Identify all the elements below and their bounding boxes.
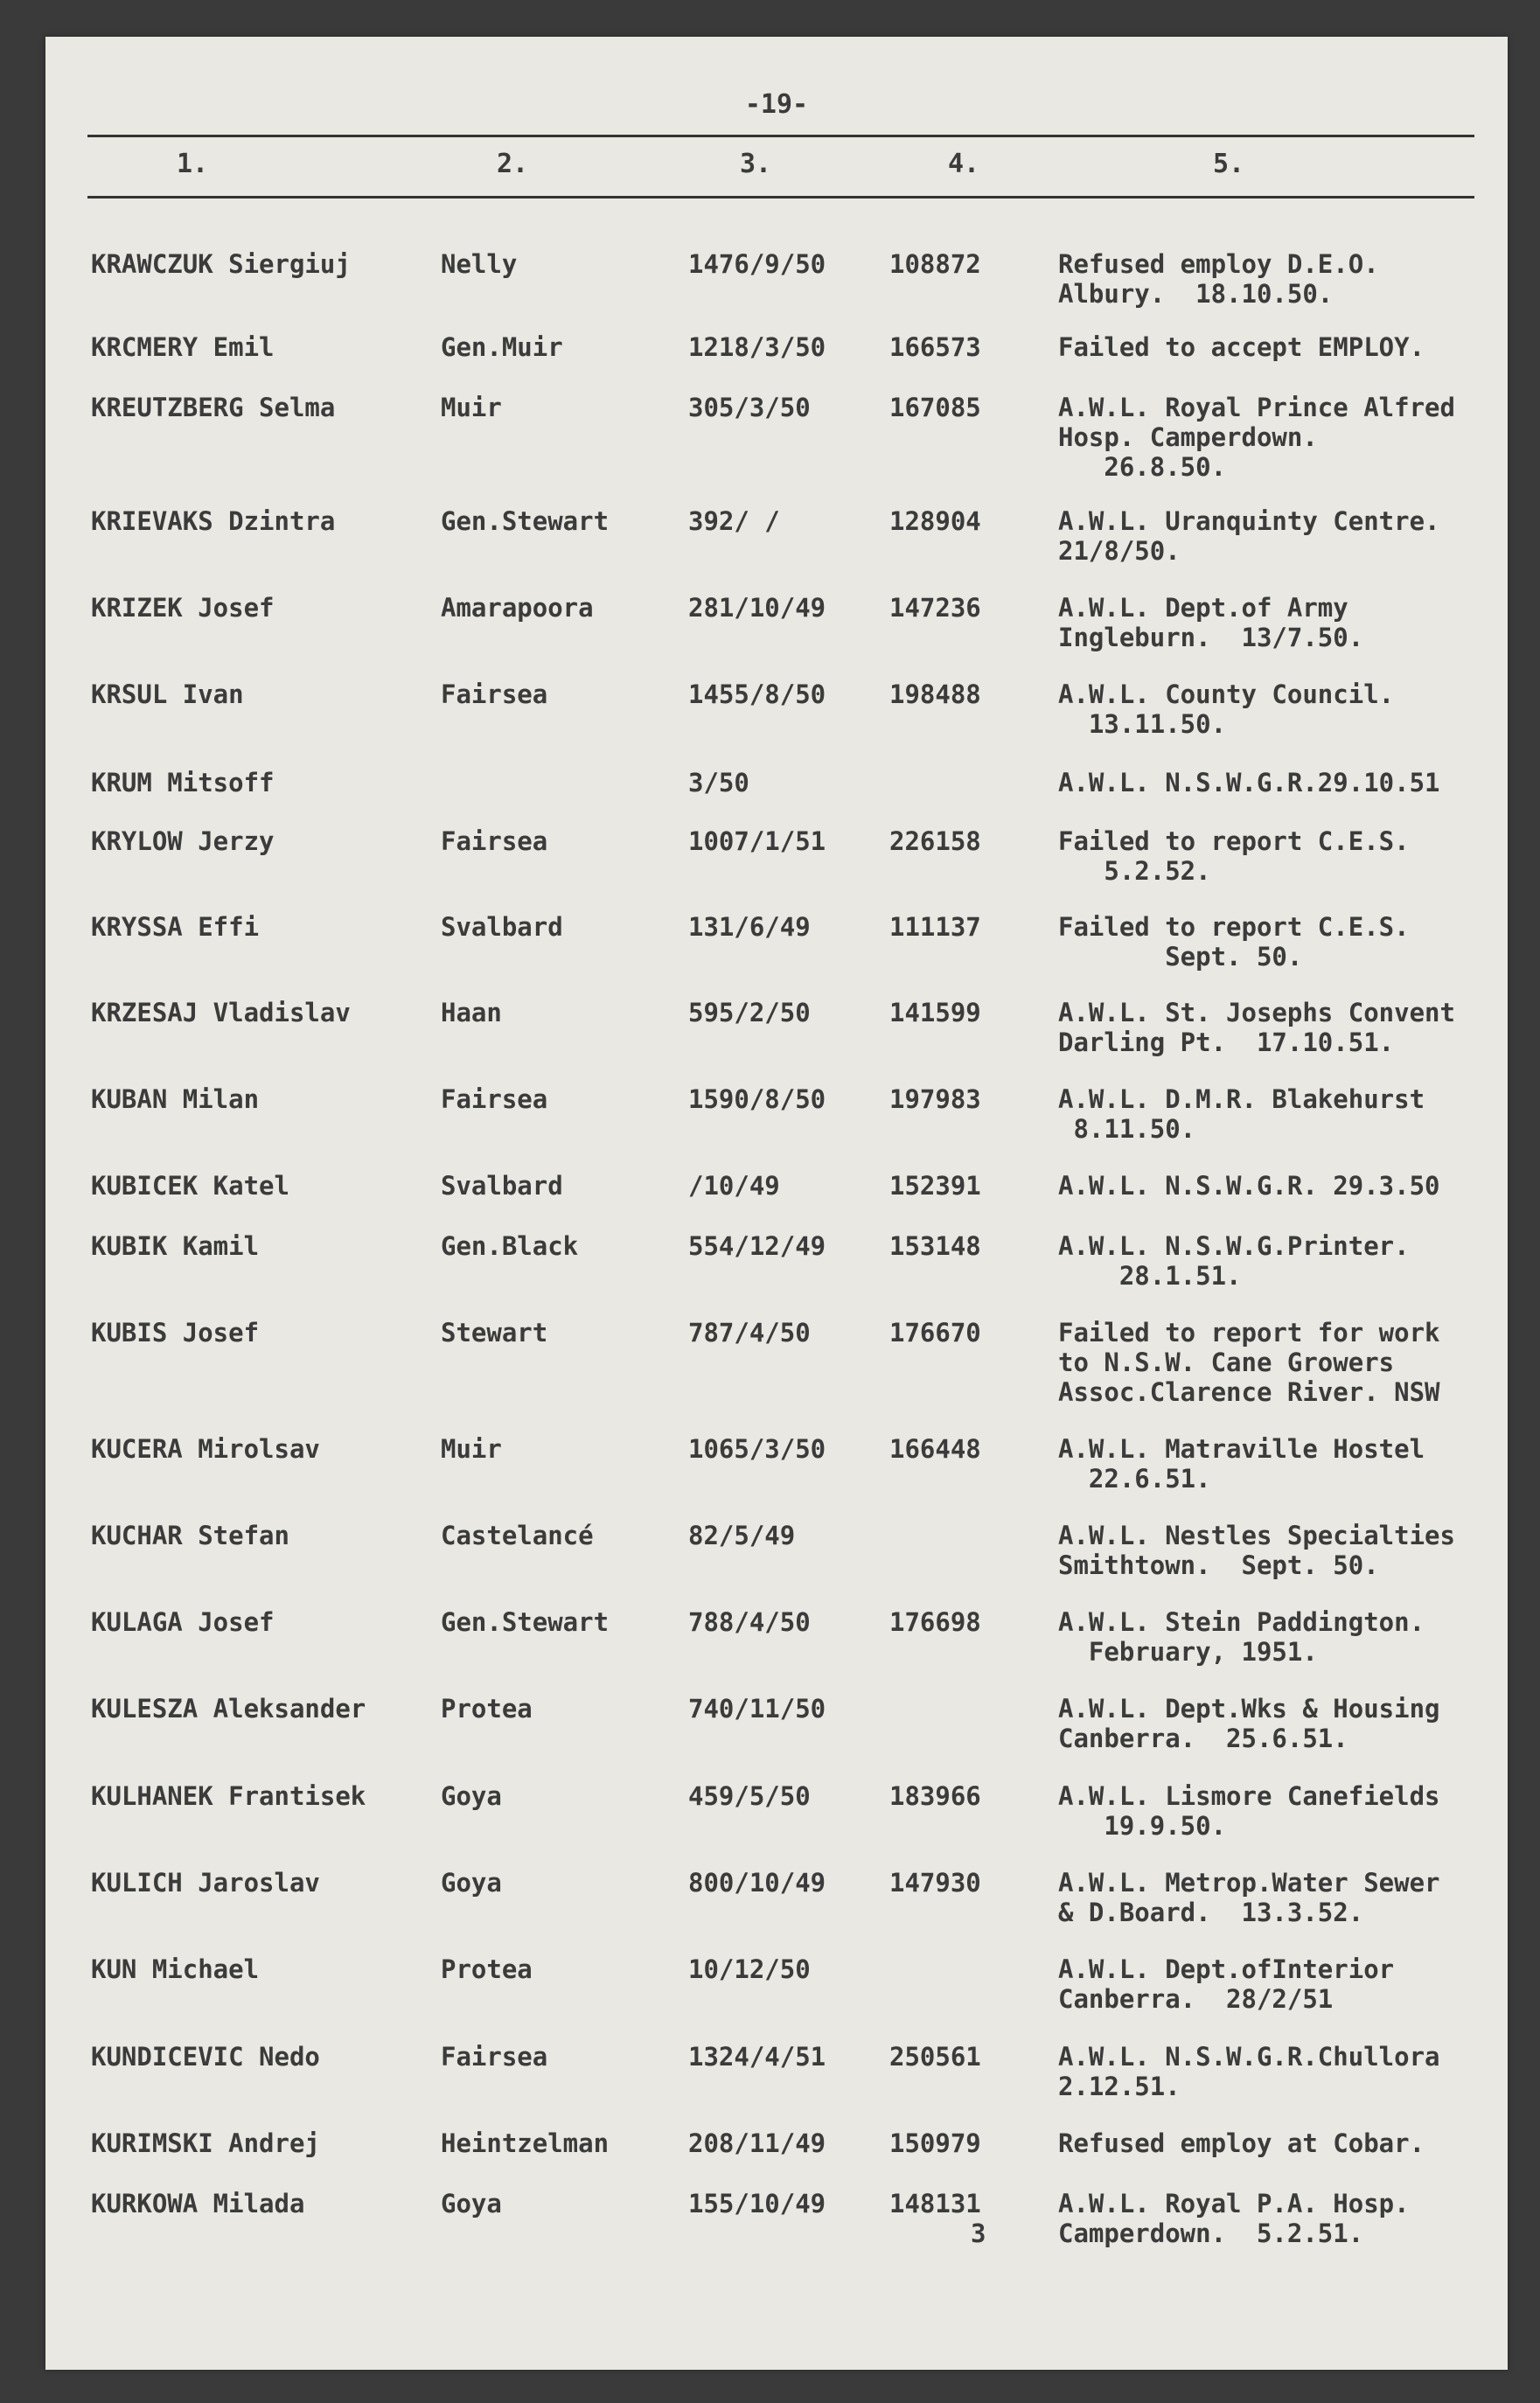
row-remark: A.W.L. Dept.of Army Ingleburn. 13/7.50. [1058, 593, 1364, 652]
row-ref: 155/10/49 [688, 2189, 826, 2218]
header-top-rule [87, 135, 1474, 137]
table-row [45, 2189, 1508, 2259]
column-header-1: 1. [177, 149, 209, 179]
row-name: KRCMERY Emil [91, 332, 275, 362]
row-ref: 1590/8/50 [688, 1084, 826, 1114]
row-remark: A.W.L. Royal P.A. Hosp. Camperdown. 5.2.51. [1058, 2189, 1410, 2248]
row-ref: 740/11/50 [688, 1694, 826, 1724]
row-ship: Svalbard [441, 912, 563, 942]
row-name: KRYSSA Effi [91, 912, 260, 942]
row-ship: Goya [441, 1868, 502, 1898]
row-name: KUN Michael [91, 1954, 260, 1984]
row-number: 167085 [889, 393, 981, 422]
row-number: 166448 [889, 1434, 981, 1464]
row-name: KURIMSKI Andrej [91, 2128, 320, 2158]
row-ship: Fairsea [441, 2042, 548, 2072]
row-number: 147930 [889, 1868, 981, 1898]
table-row [45, 1318, 1508, 1407]
row-ref: /10/49 [688, 1171, 780, 1201]
row-name: KULHANEK Frantisek [91, 1781, 366, 1811]
table-row [45, 1868, 1508, 1938]
row-ship: Castelancé [441, 1521, 594, 1550]
row-number: 250561 [889, 2042, 981, 2072]
row-name: KULICH Jaroslav [91, 1868, 320, 1898]
table-row [45, 912, 1508, 982]
row-ref: 459/5/50 [688, 1781, 811, 1811]
document-page [45, 37, 1508, 2370]
row-ship: Goya [441, 1781, 502, 1811]
row-ship: Protea [441, 1694, 533, 1724]
row-number: 108872 [889, 249, 981, 279]
row-remark: Failed to report for work to N.S.W. Cane Growers Assoc.Clarence River. NSW [1058, 1318, 1440, 1407]
table-row [45, 1171, 1508, 1241]
row-remark: A.W.L. St. Josephs Convent Darling Pt. 17.10.51. [1058, 998, 1455, 1057]
table-row [45, 1607, 1508, 1677]
row-ship: Muir [441, 393, 502, 422]
row-ship: Muir [441, 1434, 502, 1464]
row-number: 150979 [889, 2128, 981, 2158]
table-row [45, 1694, 1508, 1764]
table-row [45, 826, 1508, 896]
row-ship: Protea [441, 1954, 533, 1984]
row-number: 147236 [889, 593, 981, 623]
row-ref: 1007/1/51 [688, 826, 826, 856]
row-ref: 1218/3/50 [688, 332, 826, 362]
row-remark: Refused employ at Cobar. [1058, 2128, 1425, 2158]
row-number: 176698 [889, 1607, 981, 1637]
row-number: 148131 [889, 2189, 981, 2218]
row-remark: Refused employ D.E.O. Albury. 18.10.50. [1058, 249, 1379, 309]
row-remark: A.W.L. Lismore Canefields 19.9.50. [1058, 1781, 1440, 1841]
table-row [45, 1084, 1508, 1154]
row-name: KULESZA Aleksander [91, 1694, 366, 1724]
row-ref: 10/12/50 [688, 1954, 811, 1984]
table-row [45, 1954, 1508, 2024]
row-name: KURKOWA Milada [91, 2189, 305, 2218]
row-ref: 208/11/49 [688, 2128, 826, 2158]
row-name: KRIZEK Josef [91, 593, 275, 623]
row-ref: 281/10/49 [688, 593, 826, 623]
row-name: KRIEVAKS Dzintra [91, 506, 336, 536]
row-remark: Failed to report C.E.S. 5.2.52. [1058, 826, 1410, 886]
row-remark: A.W.L. Dept.Wks & Housing Canberra. 25.6.51. [1058, 1694, 1440, 1753]
row-ship: Fairsea [441, 1084, 548, 1114]
row-remark: A.W.L. Dept.ofInterior Canberra. 28/2/51 [1058, 1954, 1395, 2014]
row-ship: Amarapoora [441, 593, 594, 623]
table-row [45, 506, 1508, 576]
row-remark: A.W.L. Royal Prince Alfred Hosp. Camperdown. 26.8.50. [1058, 393, 1455, 482]
table-row [45, 1231, 1508, 1301]
row-ref: 1476/9/50 [688, 249, 826, 279]
row-number: 176670 [889, 1318, 981, 1348]
row-ref: 1455/8/50 [688, 679, 826, 709]
row-ref: 554/12/49 [688, 1231, 826, 1261]
page-number: -19- [744, 89, 809, 120]
row-name: KUBAN Milan [91, 1084, 260, 1114]
row-ship: Gen.Black [441, 1231, 579, 1261]
table-row [45, 393, 1508, 482]
row-ship: Goya [441, 2189, 502, 2218]
table-row [45, 2128, 1508, 2198]
row-number: 166573 [889, 332, 981, 362]
table-row [45, 2042, 1508, 2112]
row-ref: 392/ / [688, 506, 780, 536]
row-name: KRYLOW Jerzy [91, 826, 275, 856]
row-number: 128904 [889, 506, 981, 536]
column-header-4: 4. [948, 149, 980, 179]
row-name: KULAGA Josef [91, 1607, 275, 1637]
row-number: 226158 [889, 826, 981, 856]
row-name: KREUTZBERG Selma [91, 393, 336, 422]
row-remark: A.W.L. Matraville Hostel 22.6.51. [1058, 1434, 1425, 1494]
row-number: 183966 [889, 1781, 981, 1811]
row-ship: Gen.Muir [441, 332, 563, 362]
row-remark: A.W.L. D.M.R. Blakehurst 8.11.50. [1058, 1084, 1425, 1144]
table-row [45, 679, 1508, 749]
row-name: KUBICEK Katel [91, 1171, 289, 1201]
row-name: KUNDICEVIC Nedo [91, 2042, 320, 2072]
row-ref: 1065/3/50 [688, 1434, 826, 1464]
row-ship: Fairsea [441, 679, 548, 709]
row-name: KUCHAR Stefan [91, 1521, 289, 1550]
row-ship: Nelly [441, 249, 518, 279]
table-row [45, 249, 1508, 319]
row-ship: Fairsea [441, 826, 548, 856]
row-remark: A.W.L. N.S.W.G.Printer. 28.1.51. [1058, 1231, 1410, 1291]
table-row [45, 593, 1508, 663]
row-remark: A.W.L. N.S.W.G.R.29.10.51 [1058, 768, 1440, 798]
row-ref: 800/10/49 [688, 1868, 826, 1898]
header-bottom-rule [87, 196, 1474, 199]
column-header-5: 5. [1213, 149, 1245, 179]
row-number: 141599 [889, 998, 981, 1027]
table-row [45, 1521, 1508, 1591]
row-name: KRUM Mitsoff [91, 768, 275, 798]
row-ref: 82/5/49 [688, 1521, 796, 1550]
row-remark: A.W.L. County Council. 13.11.50. [1058, 679, 1395, 739]
row-remark: Failed to report C.E.S. Sept. 50. [1058, 912, 1410, 972]
row-name: KRAWCZUK Siergiuj [91, 249, 351, 279]
table-row [45, 1434, 1508, 1504]
row-number: 198488 [889, 679, 981, 709]
row-remark: A.W.L. N.S.W.G.R.Chullora 2.12.51. [1058, 2042, 1440, 2101]
row-name: KUBIK Kamil [91, 1231, 260, 1261]
row-remark: A.W.L. Nestles Specialties Smithtown. Sept. 50. [1058, 1521, 1455, 1580]
row-remark: A.W.L. Uranquinty Centre. 21/8/50. [1058, 506, 1440, 566]
row-name: KRZESAJ Vladislav [91, 998, 351, 1027]
column-header-3: 3. [740, 149, 772, 179]
row-ref: 3/50 [688, 768, 749, 798]
row-ship: Haan [441, 998, 502, 1027]
row-ref: 787/4/50 [688, 1318, 811, 1348]
row-remark: Failed to accept EMPLOY. [1058, 332, 1425, 362]
row-ref: 305/3/50 [688, 393, 811, 422]
row-number: 197983 [889, 1084, 981, 1114]
row-ship: Gen.Stewart [441, 1607, 610, 1637]
row-ref: 788/4/50 [688, 1607, 811, 1637]
row-number-correction: 3 [971, 2218, 986, 2248]
row-remark: A.W.L. Metrop.Water Sewer & D.Board. 13.3.52. [1058, 1868, 1440, 1927]
row-remark: A.W.L. N.S.W.G.R. 29.3.50 [1058, 1171, 1440, 1201]
column-header-2: 2. [497, 149, 529, 179]
row-remark: A.W.L. Stein Paddington. February, 1951. [1058, 1607, 1425, 1667]
row-number: 111137 [889, 912, 981, 942]
row-number: 152391 [889, 1171, 981, 1201]
row-name: KRSUL Ivan [91, 679, 244, 709]
row-ref: 131/6/49 [688, 912, 811, 942]
row-ship: Stewart [441, 1318, 548, 1348]
table-row [45, 998, 1508, 1068]
row-name: KUBIS Josef [91, 1318, 260, 1348]
row-ship: Svalbard [441, 1171, 563, 1201]
row-ref: 595/2/50 [688, 998, 811, 1027]
row-ship: Gen.Stewart [441, 506, 610, 536]
row-ship: Heintzelman [441, 2128, 610, 2158]
table-row [45, 1781, 1508, 1851]
row-ref: 1324/4/51 [688, 2042, 826, 2072]
row-name: KUCERA Mirolsav [91, 1434, 320, 1464]
table-row [45, 332, 1508, 402]
row-number: 153148 [889, 1231, 981, 1261]
